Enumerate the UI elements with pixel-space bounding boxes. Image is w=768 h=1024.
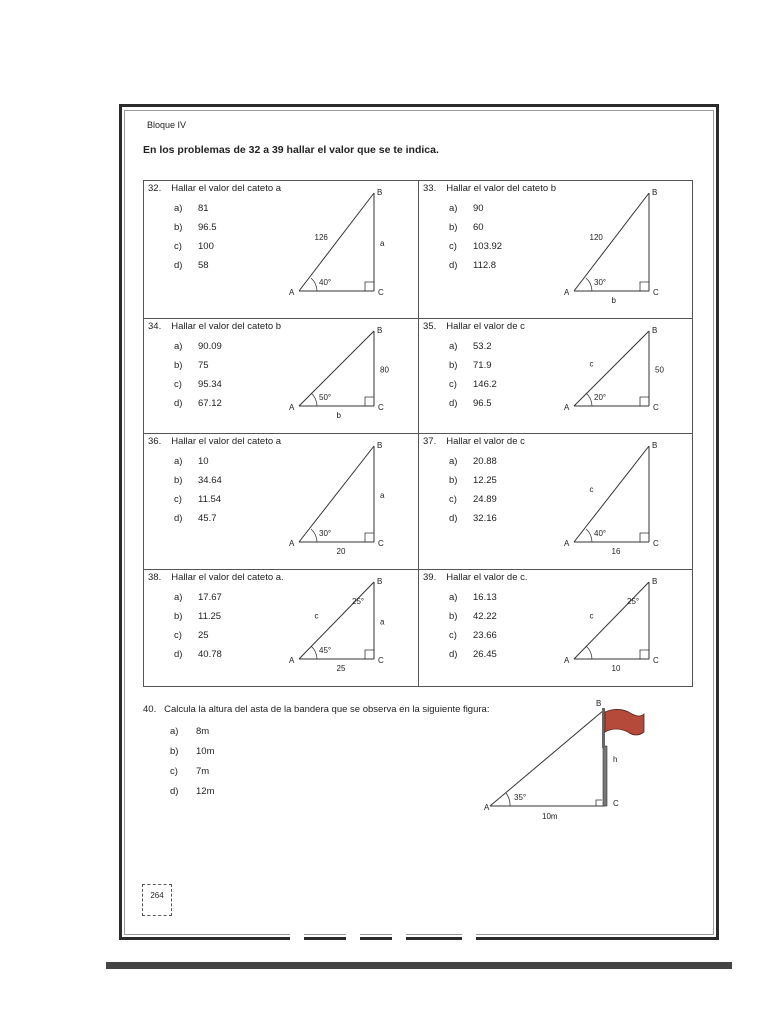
vertex-label-a: A — [289, 656, 295, 665]
problem-cell-39 — [418, 569, 693, 687]
triangle-hypotenuse — [574, 446, 649, 542]
option-value: 96.5 — [198, 222, 217, 233]
problem-cell-35 — [418, 318, 693, 434]
right-angle-mark — [365, 650, 374, 659]
option-value: 90.09 — [198, 341, 222, 352]
right-triangle-figure — [419, 181, 694, 319]
option-value: 75 — [198, 360, 209, 371]
vertex-label-a: A — [289, 403, 295, 412]
problem-cell-33 — [418, 180, 693, 319]
page-number: 264 — [142, 884, 172, 916]
option-value: 95.34 — [198, 379, 222, 390]
triangle-hypotenuse — [299, 582, 374, 659]
answer-option — [170, 766, 209, 777]
option-letter: d) — [174, 398, 183, 409]
option-letter: b) — [449, 222, 458, 233]
adjacent-side-label: 25 — [336, 664, 346, 673]
option-value: 16.13 — [473, 592, 497, 603]
answer-option — [170, 726, 209, 737]
option-letter: d) — [174, 260, 183, 271]
flag-label-h: h — [613, 755, 618, 764]
problem-title: Hallar el valor del cateto b — [171, 321, 282, 332]
option-letter: d) — [170, 786, 179, 797]
right-triangle-figure — [144, 434, 419, 570]
angle-a-label: 30° — [319, 529, 332, 538]
problem-title: Hallar el valor de c — [446, 321, 525, 332]
opposite-side-label: a — [380, 617, 385, 627]
opposite-side-label: a — [380, 239, 385, 248]
option-value: 71.9 — [473, 360, 492, 371]
flag-angle-label: 35° — [514, 793, 527, 802]
option-letter: b) — [174, 611, 183, 622]
option-value: 11.54 — [198, 494, 222, 505]
problem-number: 33. — [423, 183, 437, 194]
option-letter: b) — [174, 475, 183, 486]
problem-number: 39. — [423, 572, 437, 583]
angle-a-label: 20° — [594, 393, 607, 402]
right-triangle-figure — [419, 570, 694, 687]
right-triangle-figure — [144, 570, 419, 687]
frame-gap — [392, 934, 406, 940]
problem-title: Hallar el valor del cateto b — [446, 183, 557, 194]
option-value: 81 — [198, 203, 209, 214]
adjacent-side-label: 20 — [336, 547, 346, 556]
option-letter: d) — [449, 649, 458, 660]
option-value: 17.67 — [198, 592, 222, 603]
angle-b-label: 25° — [627, 597, 640, 606]
option-letter: a) — [174, 203, 183, 214]
angle-arc — [586, 393, 592, 406]
right-angle-mark — [640, 282, 649, 291]
triangle-hypotenuse — [299, 193, 374, 291]
right-triangle-figure — [419, 434, 694, 570]
triangle-hypotenuse — [574, 331, 649, 406]
answer-option — [170, 746, 214, 757]
problem-cell-38 — [143, 569, 419, 687]
problem-title: Hallar el valor de c — [446, 436, 525, 447]
option-value: 42.22 — [473, 611, 497, 622]
option-letter: c) — [174, 241, 182, 252]
option-letter: d) — [449, 260, 458, 271]
hypotenuse-label: c — [314, 611, 319, 621]
frame-gap — [462, 934, 476, 940]
triangle-hypotenuse — [299, 446, 374, 542]
hypotenuse-label: c — [589, 611, 594, 621]
frame-gap — [346, 934, 360, 940]
option-letter: d) — [449, 513, 458, 524]
angle-arc — [311, 393, 317, 406]
option-letter: c) — [449, 630, 457, 641]
option-letter: d) — [449, 398, 458, 409]
option-value: 34.64 — [198, 475, 222, 486]
option-letter: a) — [174, 456, 183, 467]
vertex-label-a: A — [289, 539, 295, 548]
problem-number: 35. — [423, 321, 437, 332]
right-angle-mark — [365, 533, 374, 542]
opposite-side-label: 50 — [655, 365, 664, 375]
option-value: 67.12 — [198, 398, 222, 409]
option-value: 58 — [198, 260, 209, 271]
problem-number: 34. — [148, 321, 162, 332]
option-letter: c) — [449, 379, 457, 390]
option-letter: c) — [174, 379, 182, 390]
option-letter: b) — [449, 475, 458, 486]
option-letter: a) — [449, 203, 458, 214]
right-angle-mark — [640, 650, 649, 659]
problem-title: Hallar el valor del cateto a — [171, 183, 282, 194]
right-triangle-figure — [419, 319, 694, 434]
vertex-label-b: B — [377, 188, 383, 197]
option-letter: a) — [449, 341, 458, 352]
option-value: 23.66 — [473, 630, 497, 641]
problem-cell-32 — [143, 180, 419, 319]
option-value: 32.16 — [473, 513, 497, 524]
option-value: 26.45 — [473, 649, 497, 660]
right-triangle-figure — [144, 319, 419, 434]
flag-label-b: B — [596, 699, 602, 708]
option-value: 146.2 — [473, 379, 497, 390]
angle-a-label: 40° — [594, 529, 607, 538]
option-letter: c) — [449, 241, 457, 252]
hypotenuse-label: 120 — [589, 233, 603, 242]
vertex-label-b: B — [652, 326, 658, 335]
vertex-label-a: A — [564, 656, 570, 665]
option-value: 20.88 — [473, 456, 497, 467]
option-value: 112.8 — [473, 260, 497, 271]
option-value: 7m — [196, 766, 210, 777]
problem-40-heading — [143, 704, 489, 715]
vertex-label-c: C — [653, 288, 659, 297]
option-value: 12.25 — [473, 475, 497, 486]
vertex-label-c: C — [378, 403, 384, 412]
problem-title: Hallar el valor del cateto a — [171, 436, 282, 447]
vertex-label-a: A — [564, 288, 570, 297]
flag-pole-top — [602, 708, 605, 748]
instruction-text: En los problemas de 32 a 39 hallar el valor que se te indica. — [143, 144, 439, 156]
angle-a-label: 30° — [594, 278, 607, 287]
angle-arc — [311, 529, 317, 542]
option-letter: a) — [449, 592, 458, 603]
hypotenuse-label: c — [589, 359, 594, 369]
option-letter: c) — [174, 494, 182, 505]
right-angle-mark — [640, 533, 649, 542]
hypotenuse-label: c — [589, 485, 594, 494]
option-letter: a) — [174, 592, 183, 603]
vertex-label-b: B — [652, 441, 658, 450]
vertex-label-b: B — [652, 188, 658, 197]
option-value: 40.78 — [198, 649, 222, 660]
angle-b-label: 25° — [352, 597, 365, 606]
option-value: 100 — [198, 241, 214, 252]
opposite-side-label: a — [380, 491, 385, 500]
answer-option — [170, 786, 214, 797]
flag-base-label: 10m — [542, 812, 558, 821]
option-value: 96.5 — [473, 398, 492, 409]
bottom-bar — [106, 962, 732, 969]
problem-title: Hallar el valor de c. — [446, 572, 528, 583]
option-letter: c) — [449, 494, 457, 505]
option-letter: c) — [170, 766, 178, 777]
opposite-side-label: 80 — [380, 365, 389, 375]
problem-cell-36 — [143, 433, 419, 570]
option-letter: b) — [449, 611, 458, 622]
right-angle-mark — [640, 397, 649, 406]
vertex-label-c: C — [378, 288, 384, 297]
adjacent-side-label: 16 — [611, 547, 621, 556]
option-letter: c) — [174, 630, 182, 641]
vertex-label-c: C — [378, 539, 384, 548]
vertex-label-b: B — [377, 326, 383, 335]
angle-a-label: 40° — [319, 278, 332, 287]
flag-icon — [605, 709, 644, 735]
vertex-label-c: C — [378, 656, 384, 665]
option-value: 10 — [198, 456, 209, 467]
option-value: 103.92 — [473, 241, 503, 252]
option-letter: b) — [170, 746, 179, 757]
option-value: 90 — [473, 203, 484, 214]
vertex-label-a: A — [564, 403, 570, 412]
vertex-label-a: A — [289, 288, 295, 297]
option-value: 25 — [198, 630, 209, 641]
vertex-label-b: B — [377, 441, 383, 450]
option-letter: a) — [170, 726, 179, 737]
triangle-hypotenuse — [299, 331, 374, 406]
option-letter: b) — [174, 360, 183, 371]
triangle-hypotenuse — [574, 582, 649, 659]
option-value: 10m — [196, 746, 215, 757]
option-value: 8m — [196, 726, 210, 737]
problem-cell-37 — [418, 433, 693, 570]
problem-number: 38. — [148, 572, 162, 583]
right-angle-mark — [365, 397, 374, 406]
angle-arc — [311, 646, 317, 659]
angle-arc — [586, 529, 592, 542]
angle-a-label: 45° — [319, 646, 332, 655]
vertex-label-c: C — [653, 656, 659, 665]
vertex-label-a: A — [564, 539, 570, 548]
option-value: 11.25 — [198, 611, 222, 622]
option-value: 45.7 — [198, 513, 217, 524]
flag-label-c: C — [613, 799, 619, 808]
option-letter: a) — [174, 341, 183, 352]
option-letter: b) — [449, 360, 458, 371]
triangle-hypotenuse — [574, 193, 649, 291]
vertex-label-c: C — [653, 403, 659, 412]
frame-gap — [290, 934, 304, 940]
problem-title: Hallar el valor del cateto a. — [171, 572, 284, 583]
flag-pole-icon — [603, 746, 607, 806]
vertex-label-c: C — [653, 539, 659, 548]
right-angle-mark — [365, 282, 374, 291]
option-letter: b) — [174, 222, 183, 233]
angle-arc — [586, 646, 592, 659]
option-value: 24.89 — [473, 494, 497, 505]
flag-figure — [480, 696, 660, 826]
problem-number: 32. — [148, 183, 162, 194]
problem-number: 37. — [423, 436, 437, 447]
option-value: 60 — [473, 222, 484, 233]
option-value: 12m — [196, 786, 215, 797]
adjacent-side-label: 10 — [611, 664, 621, 673]
problem-40-number: 40. — [143, 704, 157, 715]
block-label: Bloque IV — [147, 120, 187, 130]
angle-a-label: 50° — [319, 393, 332, 402]
right-triangle-figure — [144, 181, 419, 319]
problems-grid — [143, 180, 693, 686]
vertex-label-b: B — [377, 577, 383, 586]
flag-label-a: A — [484, 803, 490, 812]
adjacent-side-label: b — [611, 296, 616, 305]
option-letter: d) — [174, 513, 183, 524]
option-letter: a) — [449, 456, 458, 467]
hypotenuse-label: 126 — [314, 233, 328, 242]
adjacent-side-label: b — [336, 411, 341, 420]
problem-cell-34 — [143, 318, 419, 434]
angle-arc — [311, 278, 317, 291]
angle-arc — [586, 278, 592, 291]
problem-40-text: Calcula la altura del asta de la bandera que se observa en la siguiente figura: — [164, 704, 490, 715]
option-value: 53.2 — [473, 341, 492, 352]
vertex-label-b: B — [652, 577, 658, 586]
option-letter: d) — [174, 649, 183, 660]
problem-number: 36. — [148, 436, 162, 447]
